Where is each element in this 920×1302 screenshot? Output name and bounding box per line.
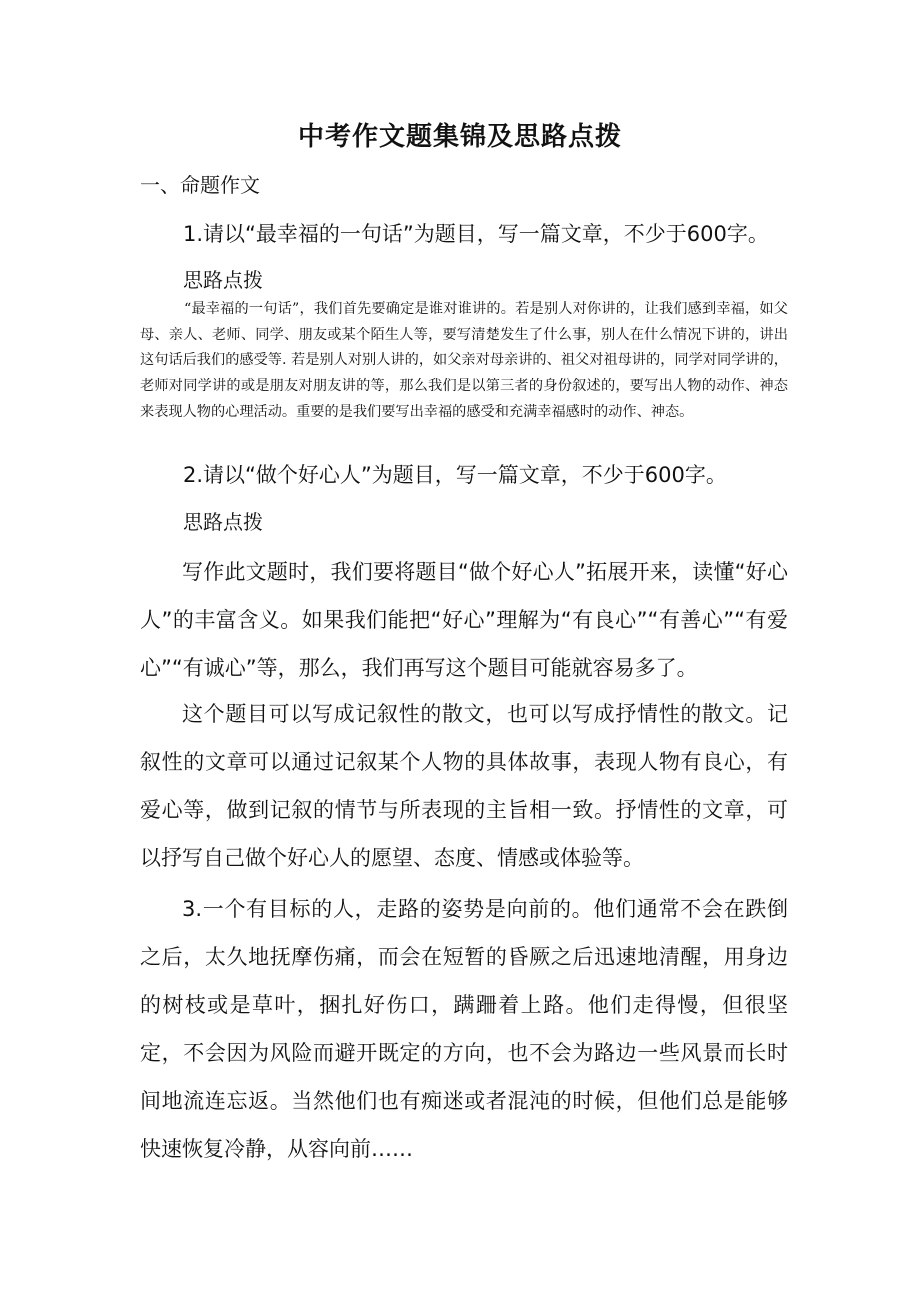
hint-label-2: 思路点拨 bbox=[183, 510, 263, 534]
question-2-guidance-paragraph-1: 写作此文题时，我们要将题目“做个好心人”拓展开来，读懂“好心人”的丰富含义。如果我们能把“好心”理解为“有良心”“有善心”“有爱心”“有诚心”等，那么，我们再写这个题目可能就容易多了。 bbox=[140, 560, 788, 680]
section-heading: 一、命题作文 bbox=[140, 173, 260, 197]
question-3-text: 3.一个有目标的人，走路的姿势是向前的。他们通常不会在跌倒之后，太久地抚摩伤痛，而会在短暂的昏厥之后迅速地清醒，用身边的树枝或是草叶，捆扎好伤口，蹒跚着上路。他们走得慢，但很坚定，不会因为风险而避开既定的方向，也不会为路边一些风景而长时间地流连忘返。当然他们也有痴迷或者混沌的时候，但他们总是能够快速恢复冷静，从容向前…… bbox=[140, 897, 788, 1161]
question-1-guidance: “最幸福的一句话”，我们首先要确定是谁对谁讲的。若是别人对你讲的，让我们感到幸福，如父母、亲人、老师、同学、朋友或某个陌生人等，要写清楚发生了什么事，别人在什么情况下讲的，讲出这句话后我们的感受等. 若是别人对别人讲的，如父亲对母亲讲的、祖父对祖母讲的，同学对同学讲的，老师对同学讲的或是朋友对朋友讲的等，那么我们是以第三者的身份叙述的，要写出人物的动作、神态来表现人物的心理活动。重要的是我们要写出幸福的感受和充满幸福感时的动作、神态。 bbox=[140, 301, 788, 420]
question-2: 2.请以“做个好心人”为题目，写一篇文章，不少于600字。 bbox=[183, 463, 727, 487]
hint-label-1: 思路点拨 bbox=[183, 268, 263, 292]
question-2-guidance-paragraph-2: 这个题目可以写成记叙性的散文，也可以写成抒情性的散文。记叙性的文章可以通过记叙某个人物的具体故事，表现人物有良心，有爱心等，做到记叙的情节与所表现的主旨相一致。抒情性的文章，可以抒写自己做个好心人的愿望、态度、情感或体验等。 bbox=[140, 702, 788, 870]
question-1: 1.请以“最幸福的一句话”为题目，写一篇文章，不少于600字。 bbox=[183, 222, 769, 246]
page-title: 中考作文题集锦及思路点拨 bbox=[297, 122, 622, 152]
